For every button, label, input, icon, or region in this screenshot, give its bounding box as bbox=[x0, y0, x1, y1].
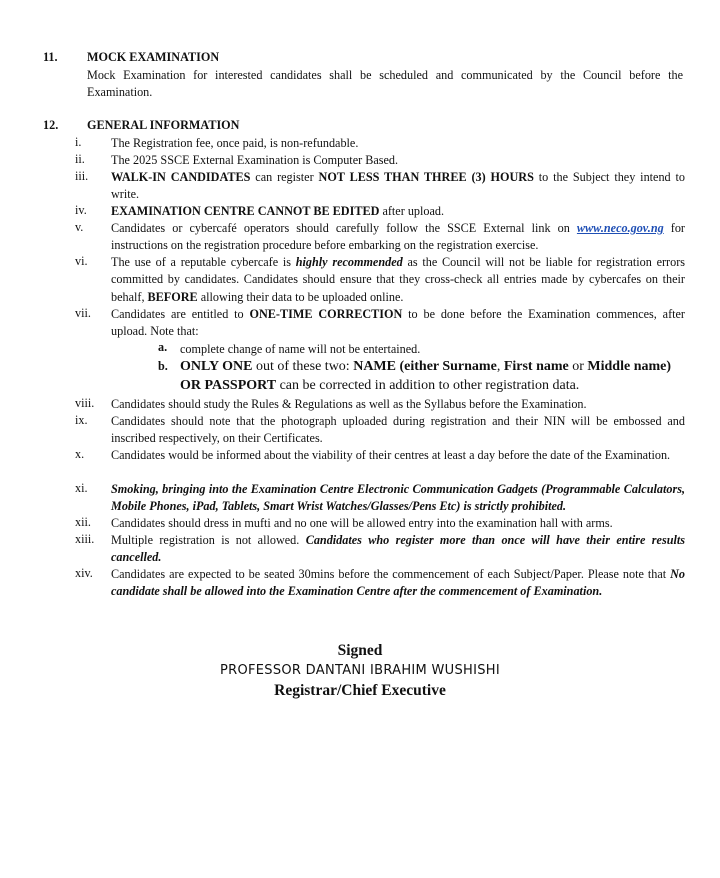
item-text: Candidates should note that the photograph uploaded during registration and their NIN will be embossed and inscribed respectively, on their Certificates. bbox=[111, 414, 685, 446]
item-number: ix. bbox=[75, 413, 88, 427]
emphasis: Candidates who register more than once will have their entire results cancelled. bbox=[111, 533, 685, 565]
item-text: The Registration fee, once paid, is non-refundable. bbox=[111, 136, 359, 150]
item-text: Smoking, bringing into the Examination Centre Electronic Communication Gadgets (Programmable Calculators, Mobile Phones, iPad, Tablets, Smart Wrist Watches/Glasses/Pens Etc) is strictly prohibited. bbox=[111, 482, 685, 514]
item-number: xii. bbox=[75, 515, 91, 529]
item-number: iv. bbox=[75, 203, 87, 217]
emphasis: First name bbox=[503, 359, 569, 374]
item-number: i. bbox=[75, 135, 82, 149]
emphasis: No candidate shall be allowed into the Examination Centre after the commencement of Examination. bbox=[111, 567, 685, 599]
item-number: vii. bbox=[75, 306, 91, 320]
section-11-title: MOCK EXAMINATION bbox=[87, 50, 220, 64]
text-run: can be corrected in addition to other registration data. bbox=[276, 378, 580, 393]
sub-item-letter: b. bbox=[158, 359, 168, 373]
section-12-title: GENERAL INFORMATION bbox=[87, 118, 240, 132]
item-text bbox=[111, 306, 685, 341]
item-number: xiv. bbox=[75, 566, 93, 580]
emphasis: WALK-IN CANDIDATES bbox=[111, 170, 251, 184]
text-run: to the Subject they intend to write. bbox=[111, 170, 685, 202]
item-number: xiii. bbox=[75, 532, 95, 546]
emphasis: EXAMINATION CENTRE CANNOT BE EDITED bbox=[111, 204, 380, 218]
emphasis: highly recommended bbox=[295, 255, 403, 269]
text-run: after upload. bbox=[379, 204, 445, 218]
emphasis: Middle name) OR PASSPORT bbox=[180, 359, 672, 393]
sub-item-letter: a. bbox=[158, 340, 168, 354]
emphasis: ONE-TIME CORRECTION bbox=[249, 307, 403, 321]
item-text bbox=[111, 566, 685, 601]
text-run: , bbox=[496, 359, 504, 374]
text-run: Candidates are entitled to bbox=[111, 307, 250, 321]
emphasis: BEFORE bbox=[147, 289, 198, 304]
emphasis: ONLY ONE bbox=[180, 359, 253, 374]
text-run: allowing their data to be uploaded online. bbox=[197, 289, 404, 304]
section-11-number: 11. bbox=[43, 50, 58, 64]
text-run: to be done before the Examination commences, after upload. Note that: bbox=[111, 307, 685, 339]
item-number: x. bbox=[75, 447, 85, 461]
text-run: as the Council will not be liable for registration errors committed by candidates. Candidates should ensure that they cross-check all entries made by cybercafes on their behalf, bbox=[111, 255, 685, 304]
item-text: Candidates would be informed about the viability of their centres at least a day before the date of the Examination. bbox=[111, 448, 671, 462]
section-11-body: Mock Examination for interested candidates shall be scheduled and communicated by the Council before the Examination. bbox=[87, 68, 683, 99]
section-12-number: 12. bbox=[43, 118, 59, 132]
text-run: Candidates or cybercafé operators should carefully follow the SSCE External link on bbox=[111, 221, 577, 235]
signatory-role: Registrar/Chief Executive bbox=[274, 682, 446, 699]
item-number: vi. bbox=[75, 254, 88, 268]
text-run: Candidates are expected to be seated 30mins before the commencement of each Subject/Paper. Please note that bbox=[111, 567, 671, 581]
item-text bbox=[111, 220, 685, 255]
text-run: Multiple registration is not allowed. bbox=[111, 533, 306, 547]
text-run: can register bbox=[250, 170, 319, 184]
signed-label: Signed bbox=[337, 642, 383, 659]
item-text bbox=[111, 254, 685, 306]
item-number: iii. bbox=[75, 169, 89, 183]
emphasis: NOT LESS THAN THREE (3) HOURS bbox=[318, 170, 534, 184]
item-text: Candidates should study the Rules & Regulations as well as the Syllabus before the Examination. bbox=[111, 397, 587, 411]
text-run: The use of a reputable cybercafe is bbox=[111, 255, 296, 269]
neco-website-link[interactable]: www.neco.gov.ng bbox=[576, 221, 664, 235]
item-text bbox=[111, 203, 685, 220]
item-number: xi. bbox=[75, 481, 88, 495]
text-run: for instructions on the registration procedure before embarking on the registration exercise. bbox=[111, 221, 685, 253]
item-number: ii. bbox=[75, 152, 85, 166]
sub-item-text bbox=[180, 357, 688, 395]
item-text: Candidates should dress in mufti and no one will be allowed entry into the examination hall with arms. bbox=[111, 516, 613, 530]
item-number: v. bbox=[75, 220, 84, 234]
item-text: The 2025 SSCE External Examination is Computer Based. bbox=[111, 153, 399, 167]
signatory-name: PROFESSOR DANTANI IBRAHIM WUSHISHI bbox=[219, 663, 500, 678]
emphasis: NAME (either Surname bbox=[353, 359, 497, 374]
item-number: viii. bbox=[75, 396, 95, 410]
sub-item-text: complete change of name will not be entertained. bbox=[180, 342, 421, 356]
item-text bbox=[111, 532, 685, 567]
item-text bbox=[111, 169, 685, 204]
text-run: or bbox=[568, 359, 588, 374]
text-run: out of these two: bbox=[252, 359, 354, 374]
